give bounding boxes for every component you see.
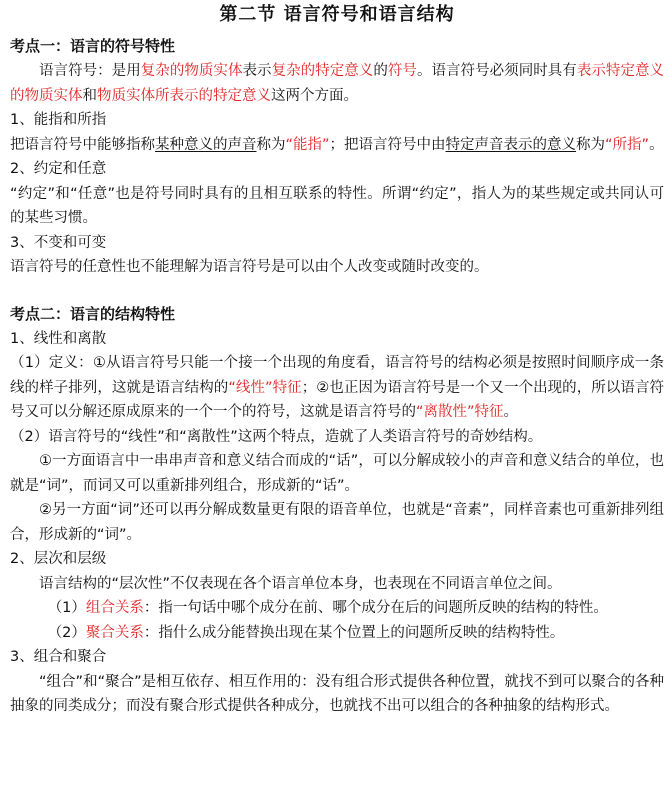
text-run: ：指什么成分能替换出现在某个位置上的问题所反映的结构特性。 xyxy=(143,624,565,641)
kp2-subsection-2-title: 2、层次和层级 xyxy=(10,551,107,567)
kp2-subsection-3-title: 3、组合和聚合 xyxy=(10,649,107,665)
text-run: 把语言符号中能够指称 xyxy=(10,136,155,153)
underlined-text: 特定声音表示的意义 xyxy=(445,136,577,153)
combination-relation-item xyxy=(10,596,664,621)
text-run: ；把语言符号中由 xyxy=(329,136,446,153)
item-number: （2） xyxy=(47,624,86,641)
kp2-subsection-1-title: 1、线性和离散 xyxy=(10,330,107,347)
kp2-subsection-3-text: “组合”和“聚合”是相互依存、相互作用的：没有组合形式提供各种位置，就找不到可以聚合的各种抽象的同类成分；而没有聚合形式提供各种成分，也就找不出可以组合的各种抽象的结构形式。 xyxy=(10,673,664,714)
kp1-subsection-3-title: 3、不变和可变 xyxy=(10,234,107,251)
text-run: 表示 xyxy=(242,63,272,79)
kp2-definition-paragraph xyxy=(10,351,664,425)
kp2-point-2-paragraph: （2）语言符号的“线性”和“离散性”这两个特点，造就了人类语言符号的奇妙结构。 xyxy=(10,428,543,445)
text-run: 。 xyxy=(503,404,519,420)
text-run: 这两个方面。 xyxy=(271,87,358,104)
section-gap xyxy=(10,280,664,302)
kp1-subsection-2-title: 2、约定和任意 xyxy=(10,161,107,177)
highlight-text: 表示特定意义的物质实体 xyxy=(10,63,665,104)
key-point-1-heading: 考点一：语言的符号特性 xyxy=(10,37,176,55)
underlined-text: 某种意义的声音 xyxy=(155,136,257,153)
section-title: 第二节 语言符号和语言结构 xyxy=(219,4,455,25)
highlight-text: 符号 xyxy=(387,63,417,79)
document-page xyxy=(0,2,672,807)
kp1-subsection-2-text: “约定”和“任意”也是符号同时具有的且相互联系的特性。所谓“约定”，指人为的某些规定或共同认可的某些习惯。 xyxy=(10,185,664,226)
kp1-intro-paragraph xyxy=(10,59,664,108)
text-run: ；②也正因为语言符号是一个又一个出现的，所以语言符号又可以分解还原成原来的一个一个的符号，这就是语言符号的 xyxy=(10,379,665,420)
text-run: 称为 xyxy=(576,136,606,153)
item-number: （1） xyxy=(47,600,86,616)
kp1-subsection-3-text: 语言符号的任意性也不能理解为语言符号是可以由个人改变或随时改变的。 xyxy=(10,259,489,275)
text-run: 。语言符号必须同时具有 xyxy=(416,63,577,79)
text-run: 称为 xyxy=(256,136,286,153)
highlight-text: “能指” xyxy=(285,136,330,153)
text-run: 和 xyxy=(82,87,97,104)
highlight-text: 复杂的特定意义 xyxy=(271,63,374,79)
highlight-text: 物质实体所表示的特定意义 xyxy=(97,87,271,104)
text-run: （1）定义：①从语言符号只能一个接一个出现的角度看，语言符号的结构必须是按照时间顺序成一条线的样子排列，这就是语言结构的 xyxy=(10,355,664,396)
kp2-point-2b-paragraph: ②另一方面“词”还可以再分解成数量更有限的语音单位，也就是“音素”，同样音素也可重新排列组合，形成新的“词”。 xyxy=(10,502,664,543)
kp1-subsection-1-title: 1、能指和所指 xyxy=(10,112,107,128)
text-run: ：指一句话中哪个成分在前、哪个成分在后的问题所反映的结构的特性。 xyxy=(143,600,608,616)
highlight-term: 组合关系 xyxy=(85,600,144,616)
highlight-term: 聚合关系 xyxy=(85,624,144,641)
kp1-subsection-1-text xyxy=(10,133,664,158)
text-run: 语言符号：是用 xyxy=(39,63,141,79)
highlight-text: “线性”特征 xyxy=(228,379,302,396)
highlight-text: 复杂的物质实体 xyxy=(140,63,243,79)
highlight-text: “所指” xyxy=(605,136,650,153)
text-run: 。 xyxy=(649,136,664,153)
highlight-text: “离散性”特征 xyxy=(416,404,504,420)
kp2-subsection-2-text: 语言结构的“层次性”不仅表现在各个语言单位本身，也表现在不同语言单位之间。 xyxy=(39,575,562,592)
text-run: 的 xyxy=(373,63,388,79)
key-point-2-heading: 考点二：语言的结构特性 xyxy=(10,304,176,323)
kp2-point-2a-paragraph: ①一方面语言中一串串声音和意义结合而成的“话”，可以分解成较小的声音和意义结合的单位，也就是“词”，而词又可以重新排列组合，形成新的“话”。 xyxy=(10,453,664,494)
aggregation-relation-item xyxy=(10,621,664,646)
